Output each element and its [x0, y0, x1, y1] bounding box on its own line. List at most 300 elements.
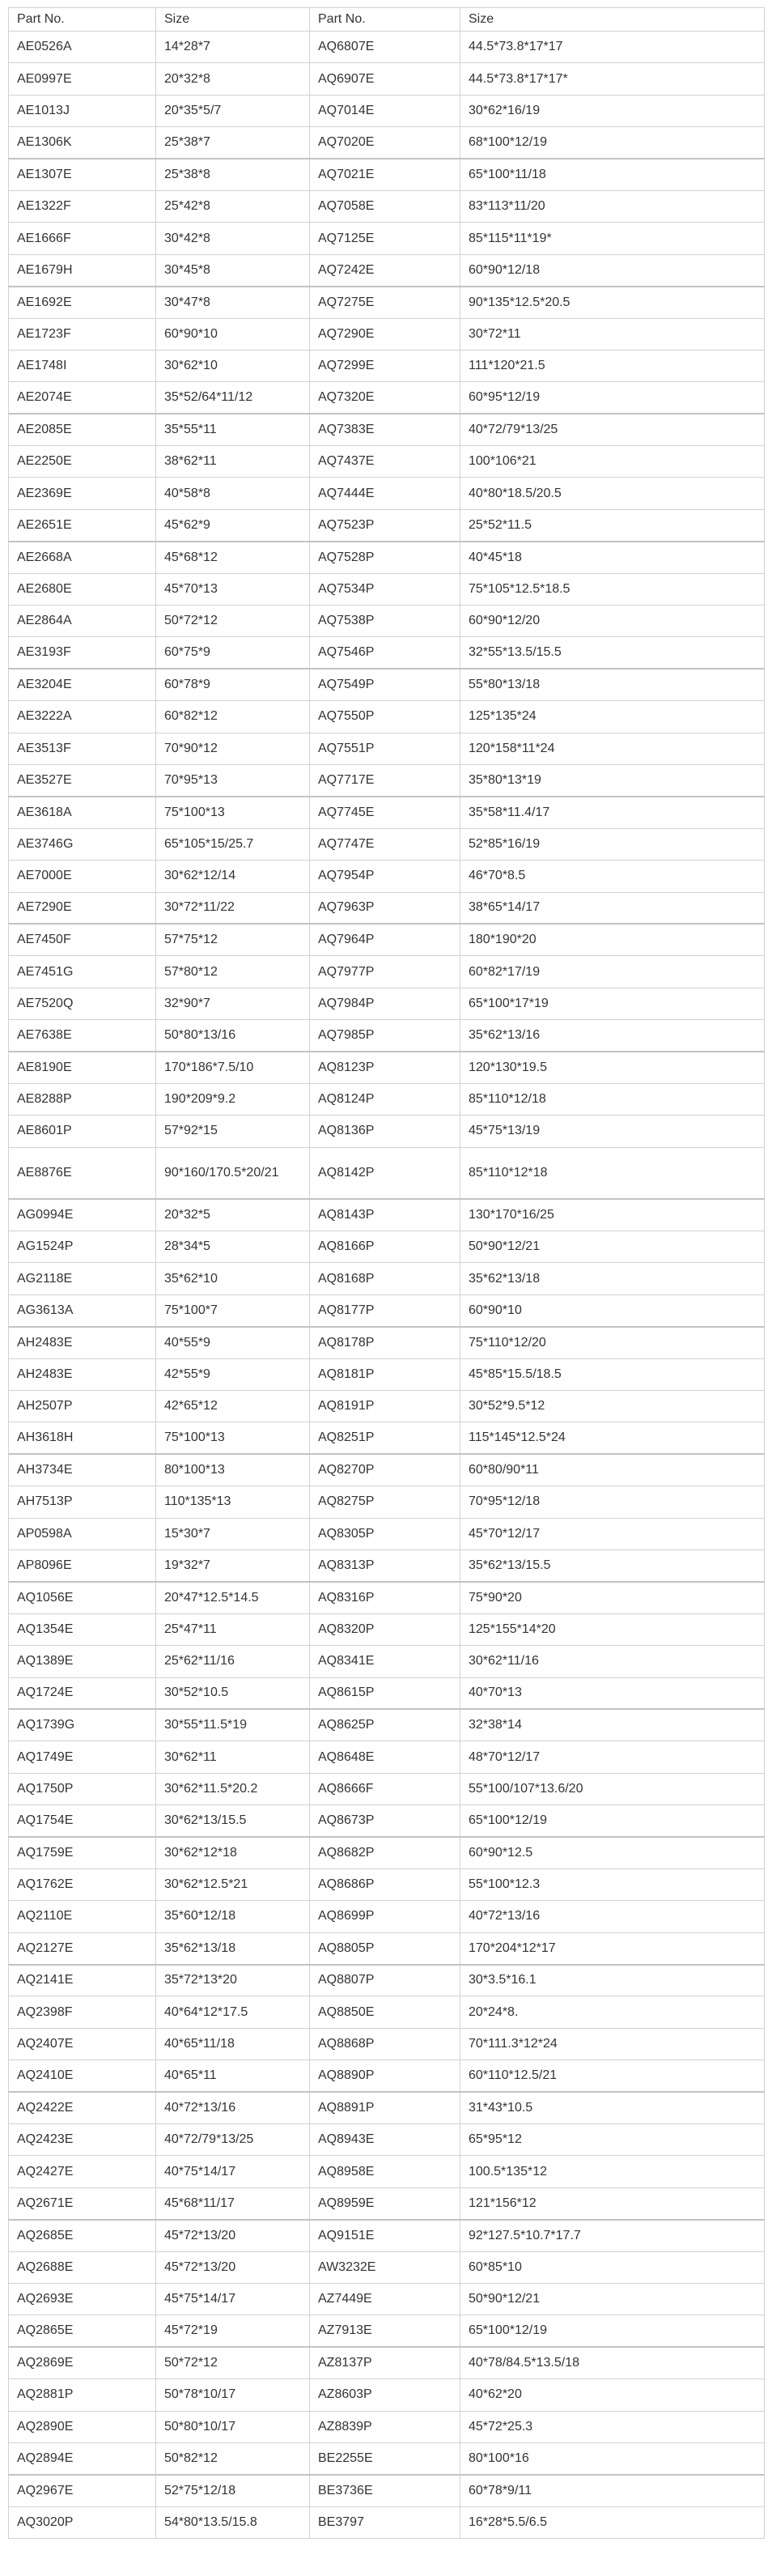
table-row	[9, 2379, 765, 2411]
part-no-left-cell: AE2651E	[9, 509, 156, 541]
part-no-left-cell: AH2483E	[9, 1358, 156, 1390]
part-no-right-cell: AQ7290E	[310, 318, 460, 350]
part-no-right-cell: AQ7437E	[310, 446, 460, 478]
size-left-cell: 40*72/79*13/25	[156, 2124, 310, 2156]
part-no-right-cell: AQ7125E	[310, 223, 460, 254]
size-right-cell: 65*100*12/19	[460, 2315, 765, 2347]
part-no-left-cell: AE0997E	[9, 63, 156, 95]
size-right-cell: 45*75*13/19	[460, 1116, 765, 1147]
part-no-right-cell: AQ8943E	[310, 2124, 460, 2156]
part-no-right-cell: AQ7977P	[310, 956, 460, 988]
size-left-cell: 40*65*11/18	[156, 2028, 310, 2060]
part-no-right-cell: AQ7528P	[310, 542, 460, 573]
part-no-right-cell: AQ8959E	[310, 2187, 460, 2219]
size-right-cell: 30*3.5*16.1	[460, 1965, 765, 1996]
part-no-left-cell: AE2680E	[9, 573, 156, 605]
size-right-cell: 60*90*12.5	[460, 1837, 765, 1868]
table-row	[9, 1837, 765, 1868]
part-no-right-cell: AQ7242E	[310, 254, 460, 286]
part-no-left-cell: AE3222A	[9, 701, 156, 733]
size-left-cell: 35*62*10	[156, 1263, 310, 1294]
part-no-left-cell: AE8288P	[9, 1083, 156, 1115]
table-row	[9, 63, 765, 95]
size-left-cell: 25*47*11	[156, 1613, 310, 1645]
size-left-cell: 30*42*8	[156, 223, 310, 254]
table-row	[9, 1677, 765, 1709]
part-no-right-cell: AQ8178P	[310, 1327, 460, 1358]
part-no-right-cell: AQ7534P	[310, 573, 460, 605]
part-no-right-cell: AQ8313P	[310, 1549, 460, 1581]
part-no-right-cell: AQ7021E	[310, 159, 460, 190]
part-no-left-cell: AQ2685E	[9, 2220, 156, 2251]
table-row	[9, 2475, 765, 2506]
part-no-left-cell: AE7638E	[9, 1020, 156, 1052]
size-left-cell: 52*75*12/18	[156, 2475, 310, 2506]
size-right-cell: 40*72/79*13/25	[460, 414, 765, 445]
table-row	[9, 2411, 765, 2442]
part-no-right-cell: AQ8890P	[310, 2060, 460, 2092]
part-no-left-cell: AQ2127E	[9, 1932, 156, 1964]
part-no-right-cell: AQ8891P	[310, 2092, 460, 2123]
size-right-cell: 40*72*13/16	[460, 1901, 765, 1932]
part-no-right-cell: AQ8275P	[310, 1486, 460, 1518]
size-left-cell: 50*80*13/16	[156, 1020, 310, 1052]
size-left-cell: 110*135*13	[156, 1486, 310, 1518]
part-no-right-cell: AQ8807P	[310, 1965, 460, 1996]
table-row	[9, 1199, 765, 1231]
table-row	[9, 127, 765, 159]
table-row	[9, 2315, 765, 2347]
table-row	[9, 733, 765, 764]
part-no-left-cell: AQ2693E	[9, 2283, 156, 2315]
size-left-cell: 30*55*11.5*19	[156, 1709, 310, 1741]
part-no-left-cell: AG2118E	[9, 1263, 156, 1294]
size-left-cell: 35*62*13/18	[156, 1932, 310, 1964]
table-row	[9, 1613, 765, 1645]
size-right-cell: 55*100/107*13.6/20	[460, 1773, 765, 1804]
table-row	[9, 1147, 765, 1199]
part-no-right-cell: AQ8251P	[310, 1422, 460, 1454]
part-no-left-cell: AQ2407E	[9, 2028, 156, 2060]
size-left-cell: 30*62*10	[156, 350, 310, 381]
size-left-cell: 25*38*7	[156, 127, 310, 159]
size-right-cell: 48*70*12/17	[460, 1741, 765, 1773]
part-no-left-cell: AH3734E	[9, 1454, 156, 1486]
part-no-left-cell: AE7450F	[9, 924, 156, 955]
part-no-right-cell: AQ8143P	[310, 1199, 460, 1231]
size-left-cell: 45*72*13/20	[156, 2251, 310, 2283]
part-no-left-cell: AE8190E	[9, 1052, 156, 1083]
part-no-left-cell: AE1322F	[9, 190, 156, 222]
size-right-cell: 55*100*12.3	[460, 1868, 765, 1900]
size-right-cell: 60*95*12/19	[460, 382, 765, 414]
table-row	[9, 2506, 765, 2538]
size-left-cell: 30*62*11	[156, 1741, 310, 1773]
table-row	[9, 1709, 765, 1741]
size-left-cell: 50*80*10/17	[156, 2411, 310, 2442]
size-left-cell: 60*82*12	[156, 701, 310, 733]
size-left-cell: 30*62*13/15.5	[156, 1805, 310, 1837]
part-no-left-cell: AE7000E	[9, 861, 156, 892]
header-part-no-right: Part No.	[310, 8, 460, 32]
part-no-left-cell: AQ2423E	[9, 2124, 156, 2156]
table-row	[9, 1741, 765, 1773]
size-left-cell: 20*32*5	[156, 1199, 310, 1231]
part-no-left-cell: AP8096E	[9, 1549, 156, 1581]
size-left-cell: 25*62*11/16	[156, 1646, 310, 1677]
size-right-cell: 50*90*12/21	[460, 2283, 765, 2315]
part-no-left-cell: AE7520Q	[9, 988, 156, 1019]
part-no-right-cell: AQ8142P	[310, 1147, 460, 1199]
part-no-left-cell: AE3618A	[9, 797, 156, 828]
part-no-left-cell: AG3613A	[9, 1294, 156, 1326]
size-left-cell: 28*34*5	[156, 1231, 310, 1263]
size-left-cell: 30*62*12.5*21	[156, 1868, 310, 1900]
table-row	[9, 2060, 765, 2092]
part-no-right-cell: AQ8625P	[310, 1709, 460, 1741]
part-no-left-cell: AE2369E	[9, 478, 156, 509]
part-no-left-cell: AQ2141E	[9, 1965, 156, 1996]
header-size-right: Size	[460, 8, 765, 32]
table-row	[9, 1294, 765, 1326]
part-no-right-cell: AQ7551P	[310, 733, 460, 764]
part-no-right-cell: AQ7550P	[310, 701, 460, 733]
size-left-cell: 54*80*13.5/15.8	[156, 2506, 310, 2538]
table-row	[9, 797, 765, 828]
part-no-left-cell: AE1679H	[9, 254, 156, 286]
part-no-left-cell: AQ2671E	[9, 2187, 156, 2219]
part-no-left-cell: AE1748I	[9, 350, 156, 381]
table-row	[9, 1773, 765, 1804]
part-no-left-cell: AE3527E	[9, 764, 156, 796]
table-row	[9, 2028, 765, 2060]
table-row	[9, 828, 765, 860]
size-right-cell: 46*70*8.5	[460, 861, 765, 892]
part-no-left-cell: AH2507P	[9, 1391, 156, 1422]
part-no-left-cell: AQ2869E	[9, 2347, 156, 2378]
part-no-right-cell: AQ8191P	[310, 1391, 460, 1422]
part-no-right-cell: BE3736E	[310, 2475, 460, 2506]
part-no-right-cell: AQ7745E	[310, 797, 460, 828]
size-left-cell: 60*78*9	[156, 669, 310, 700]
part-no-right-cell: AQ8136P	[310, 1116, 460, 1147]
size-right-cell: 85*110*12/18	[460, 1083, 765, 1115]
table-row	[9, 1231, 765, 1263]
size-right-cell: 121*156*12	[460, 2187, 765, 2219]
part-no-left-cell: AQ1754E	[9, 1805, 156, 1837]
table-row	[9, 95, 765, 126]
table-row	[9, 1020, 765, 1052]
part-no-right-cell: AQ6907E	[310, 63, 460, 95]
size-right-cell: 60*82*17/19	[460, 956, 765, 988]
part-no-left-cell: AE2074E	[9, 382, 156, 414]
size-right-cell: 60*90*12/18	[460, 254, 765, 286]
size-right-cell: 35*62*13/16	[460, 1020, 765, 1052]
size-left-cell: 32*90*7	[156, 988, 310, 1019]
size-left-cell: 45*68*11/17	[156, 2187, 310, 2219]
part-no-right-cell: AQ7984P	[310, 988, 460, 1019]
size-left-cell: 60*75*9	[156, 637, 310, 669]
table-row	[9, 414, 765, 445]
table-row	[9, 2251, 765, 2283]
part-no-right-cell: AQ8666F	[310, 1773, 460, 1804]
size-left-cell: 30*47*8	[156, 287, 310, 318]
size-right-cell: 35*62*13/15.5	[460, 1549, 765, 1581]
part-no-right-cell: AQ7963P	[310, 892, 460, 924]
table-row	[9, 2220, 765, 2251]
part-no-left-cell: AE0526A	[9, 32, 156, 63]
table-row	[9, 988, 765, 1019]
part-no-right-cell: AQ8316P	[310, 1582, 460, 1613]
size-left-cell: 30*72*11/22	[156, 892, 310, 924]
part-no-left-cell: AE2250E	[9, 446, 156, 478]
table-row	[9, 190, 765, 222]
part-no-left-cell: AE1666F	[9, 223, 156, 254]
part-no-left-cell: AQ1354E	[9, 1613, 156, 1645]
size-right-cell: 130*170*16/25	[460, 1199, 765, 1231]
size-right-cell: 60*90*12/20	[460, 606, 765, 637]
header-part-no-left: Part No.	[9, 8, 156, 32]
size-right-cell: 170*204*12*17	[460, 1932, 765, 1964]
size-left-cell: 70*90*12	[156, 733, 310, 764]
table-row	[9, 1965, 765, 1996]
part-no-left-cell: AE1692E	[9, 287, 156, 318]
part-no-right-cell: AQ7717E	[310, 764, 460, 796]
part-no-left-cell: AG0994E	[9, 1199, 156, 1231]
part-no-right-cell: AQ8320P	[310, 1613, 460, 1645]
part-no-right-cell: AQ8124P	[310, 1083, 460, 1115]
part-no-left-cell: AQ1724E	[9, 1677, 156, 1709]
size-left-cell: 57*80*12	[156, 956, 310, 988]
size-left-cell: 42*65*12	[156, 1391, 310, 1422]
size-left-cell: 45*62*9	[156, 509, 310, 541]
part-no-right-cell: AQ7964P	[310, 924, 460, 955]
part-no-right-cell: AQ7523P	[310, 509, 460, 541]
table-row	[9, 223, 765, 254]
size-right-cell: 65*100*11/18	[460, 159, 765, 190]
part-no-right-cell: AQ7747E	[310, 828, 460, 860]
table-row	[9, 956, 765, 988]
size-left-cell: 75*100*7	[156, 1294, 310, 1326]
size-right-cell: 90*135*12.5*20.5	[460, 287, 765, 318]
part-no-left-cell: AQ2890E	[9, 2411, 156, 2442]
size-left-cell: 50*72*12	[156, 2347, 310, 2378]
size-right-cell: 65*100*12/19	[460, 1805, 765, 1837]
size-right-cell: 180*190*20	[460, 924, 765, 955]
size-right-cell: 111*120*21.5	[460, 350, 765, 381]
part-no-right-cell: AZ8603P	[310, 2379, 460, 2411]
part-no-left-cell: AQ2110E	[9, 1901, 156, 1932]
table-row	[9, 1868, 765, 1900]
part-no-left-cell: AQ1749E	[9, 1741, 156, 1773]
table-row	[9, 1116, 765, 1147]
part-no-right-cell: AQ8166P	[310, 1231, 460, 1263]
size-left-cell: 35*60*12/18	[156, 1901, 310, 1932]
size-right-cell: 120*130*19.5	[460, 1052, 765, 1083]
part-no-left-cell: AQ1389E	[9, 1646, 156, 1677]
part-no-left-cell: AQ2967E	[9, 2475, 156, 2506]
size-right-cell: 60*78*9/11	[460, 2475, 765, 2506]
size-right-cell: 60*110*12.5/21	[460, 2060, 765, 2092]
table-row	[9, 1549, 765, 1581]
part-no-left-cell: AE7290E	[9, 892, 156, 924]
table-row	[9, 2283, 765, 2315]
size-left-cell: 45*72*19	[156, 2315, 310, 2347]
size-right-cell: 60*90*10	[460, 1294, 765, 1326]
part-no-left-cell: AE2668A	[9, 542, 156, 573]
size-right-cell: 60*85*10	[460, 2251, 765, 2283]
part-no-left-cell: AH3618H	[9, 1422, 156, 1454]
table-row	[9, 669, 765, 700]
part-no-left-cell: AE1013J	[9, 95, 156, 126]
part-no-left-cell: AE8876E	[9, 1147, 156, 1199]
size-right-cell: 30*62*11/16	[460, 1646, 765, 1677]
size-right-cell: 70*95*12/18	[460, 1486, 765, 1518]
part-no-right-cell: AZ8839P	[310, 2411, 460, 2442]
part-no-right-cell: AQ8305P	[310, 1518, 460, 1549]
size-left-cell: 30*62*12*18	[156, 1837, 310, 1868]
part-no-right-cell: AQ8648E	[310, 1741, 460, 1773]
parts-size-table	[8, 7, 765, 2539]
size-right-cell: 40*62*20	[460, 2379, 765, 2411]
size-right-cell: 40*78/84.5*13.5/18	[460, 2347, 765, 2378]
table-row	[9, 764, 765, 796]
part-no-left-cell: AE3746G	[9, 828, 156, 860]
size-right-cell: 20*24*8.	[460, 1996, 765, 2028]
part-no-left-cell: AQ2894E	[9, 2442, 156, 2474]
part-no-left-cell: AQ1739G	[9, 1709, 156, 1741]
part-no-right-cell: AQ8123P	[310, 1052, 460, 1083]
table-row	[9, 287, 765, 318]
size-left-cell: 40*72*13/16	[156, 2092, 310, 2123]
header-row	[9, 8, 765, 32]
table-row	[9, 509, 765, 541]
part-no-right-cell: AZ7449E	[310, 2283, 460, 2315]
table-row	[9, 924, 765, 955]
part-no-right-cell: AQ8177P	[310, 1294, 460, 1326]
size-left-cell: 35*55*11	[156, 414, 310, 445]
part-no-left-cell: AH2483E	[9, 1327, 156, 1358]
part-no-right-cell: AQ7299E	[310, 350, 460, 381]
part-no-left-cell: AQ1762E	[9, 1868, 156, 1900]
table-row	[9, 1263, 765, 1294]
part-no-right-cell: AQ7020E	[310, 127, 460, 159]
part-no-right-cell: AQ7546P	[310, 637, 460, 669]
header-size-left: Size	[156, 8, 310, 32]
part-no-left-cell: AE3193F	[9, 637, 156, 669]
size-right-cell: 75*110*12/20	[460, 1327, 765, 1358]
size-right-cell: 38*65*14/17	[460, 892, 765, 924]
part-no-right-cell: AQ8686P	[310, 1868, 460, 1900]
size-right-cell: 100*106*21	[460, 446, 765, 478]
size-right-cell: 35*62*13/18	[460, 1263, 765, 1294]
size-right-cell: 35*80*13*19	[460, 764, 765, 796]
size-left-cell: 45*72*13/20	[156, 2220, 310, 2251]
part-no-left-cell: AE8601P	[9, 1116, 156, 1147]
table-row	[9, 1996, 765, 2028]
size-left-cell: 25*38*8	[156, 159, 310, 190]
table-row	[9, 1582, 765, 1613]
table-row	[9, 478, 765, 509]
size-right-cell: 50*90*12/21	[460, 1231, 765, 1263]
size-left-cell: 40*64*12*17.5	[156, 1996, 310, 2028]
table-row	[9, 573, 765, 605]
part-no-left-cell: AE1307E	[9, 159, 156, 190]
size-right-cell: 25*52*11.5	[460, 509, 765, 541]
part-no-left-cell: AH7513P	[9, 1486, 156, 1518]
table-row	[9, 1454, 765, 1486]
size-right-cell: 30*72*11	[460, 318, 765, 350]
table-row	[9, 1646, 765, 1677]
size-left-cell: 30*52*10.5	[156, 1677, 310, 1709]
size-left-cell: 75*100*13	[156, 1422, 310, 1454]
size-right-cell: 35*58*11.4/17	[460, 797, 765, 828]
size-left-cell: 50*82*12	[156, 2442, 310, 2474]
size-right-cell: 100.5*135*12	[460, 2156, 765, 2187]
size-right-cell: 92*127.5*10.7*17.7	[460, 2220, 765, 2251]
size-left-cell: 45*75*14/17	[156, 2283, 310, 2315]
size-left-cell: 75*100*13	[156, 797, 310, 828]
table-row	[9, 382, 765, 414]
table-row	[9, 606, 765, 637]
size-right-cell: 32*55*13.5/15.5	[460, 637, 765, 669]
part-no-right-cell: AQ7985P	[310, 1020, 460, 1052]
size-right-cell: 40*70*13	[460, 1677, 765, 1709]
table-row	[9, 892, 765, 924]
size-left-cell: 80*100*13	[156, 1454, 310, 1486]
size-right-cell: 85*110*12*18	[460, 1147, 765, 1199]
table-row	[9, 350, 765, 381]
table-row	[9, 1083, 765, 1115]
table-row	[9, 861, 765, 892]
part-no-left-cell: AQ2410E	[9, 2060, 156, 2092]
size-right-cell: 83*113*11/20	[460, 190, 765, 222]
part-no-left-cell: AG1524P	[9, 1231, 156, 1263]
size-right-cell: 31*43*10.5	[460, 2092, 765, 2123]
size-right-cell: 60*80/90*11	[460, 1454, 765, 1486]
part-no-left-cell: AP0598A	[9, 1518, 156, 1549]
size-right-cell: 75*90*20	[460, 1582, 765, 1613]
table-row	[9, 701, 765, 733]
size-right-cell: 40*45*18	[460, 542, 765, 573]
size-right-cell: 70*111.3*12*24	[460, 2028, 765, 2060]
table-row	[9, 1486, 765, 1518]
size-left-cell: 20*35*5/7	[156, 95, 310, 126]
table-row	[9, 1391, 765, 1422]
part-no-right-cell: AQ7444E	[310, 478, 460, 509]
part-no-left-cell: AQ1056E	[9, 1582, 156, 1613]
size-left-cell: 57*92*15	[156, 1116, 310, 1147]
size-left-cell: 15*30*7	[156, 1518, 310, 1549]
size-left-cell: 45*68*12	[156, 542, 310, 573]
part-no-left-cell: AQ2427E	[9, 2156, 156, 2187]
size-left-cell: 70*95*13	[156, 764, 310, 796]
table-row	[9, 2442, 765, 2474]
part-no-left-cell: AE1306K	[9, 127, 156, 159]
size-right-cell: 45*72*25.3	[460, 2411, 765, 2442]
size-right-cell: 115*145*12.5*24	[460, 1422, 765, 1454]
part-no-left-cell: AE3204E	[9, 669, 156, 700]
part-no-left-cell: AQ1750P	[9, 1773, 156, 1804]
table-row	[9, 1052, 765, 1083]
part-no-right-cell: AQ8805P	[310, 1932, 460, 1964]
part-no-right-cell: AQ7320E	[310, 382, 460, 414]
size-right-cell: 45*85*15.5/18.5	[460, 1358, 765, 1390]
part-no-right-cell: AQ8341E	[310, 1646, 460, 1677]
part-no-right-cell: AZ7913E	[310, 2315, 460, 2347]
part-no-right-cell: BE2255E	[310, 2442, 460, 2474]
size-left-cell: 40*58*8	[156, 478, 310, 509]
